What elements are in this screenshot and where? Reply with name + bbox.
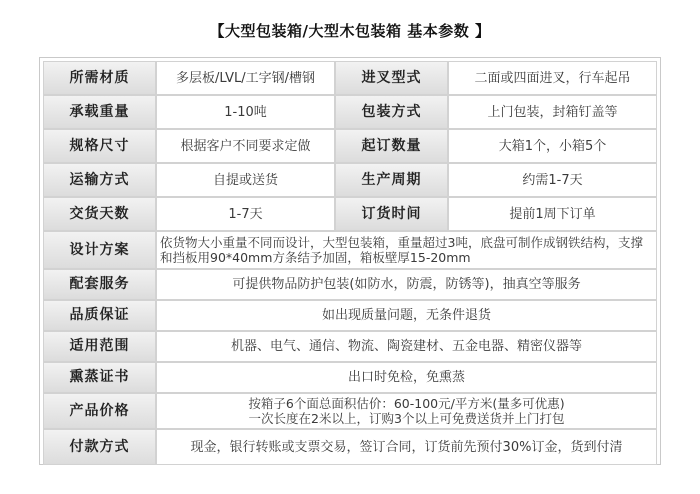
- table-row: [43, 61, 657, 95]
- table-row: [43, 362, 657, 393]
- price-line-2: 一次长度在2米以上，订购3个以上可免费送货并上门打包: [248, 411, 565, 426]
- table-row: [43, 163, 657, 197]
- value-material: 多层板/LVL/工字钢/槽钢: [156, 61, 335, 95]
- table-row: [43, 95, 657, 129]
- label-delivery-days: 交货天数: [43, 197, 156, 231]
- table-row: [43, 429, 657, 465]
- label-fork-entry: 进叉型式: [335, 61, 448, 95]
- label-order-time: 订货时间: [335, 197, 448, 231]
- label-scope: 适用范围: [43, 331, 156, 362]
- price-line-1: 按箱子6个面总面积估价：60-100元/平方米(量多可优惠): [248, 396, 565, 411]
- value-design: 依货物大小重量不同而设计，大型包装箱，重量超过3吨，底盘可制作成钢铁结构，支撑和挡板用90*40mm方条结予加固，箱板壁厚15-20mm: [156, 231, 657, 269]
- parameter-table-frame: [39, 57, 661, 465]
- label-load-weight: 承载重量: [43, 95, 156, 129]
- value-fumigation: 出口时免检，免熏蒸: [156, 362, 657, 393]
- table-row: [43, 331, 657, 362]
- value-transport: 自提或送货: [156, 163, 335, 197]
- value-quality: 如出现质量问题，无条件退货: [156, 300, 657, 331]
- table-row: [43, 129, 657, 163]
- table-row: [43, 269, 657, 300]
- label-material: 所需材质: [43, 61, 156, 95]
- value-price: [156, 393, 657, 429]
- value-load-weight: 1-10吨: [156, 95, 335, 129]
- value-production-cycle: 约需1-7天: [448, 163, 657, 197]
- value-order-time: 提前1周下订单: [448, 197, 657, 231]
- value-dimensions: 根据客户不同要求定做: [156, 129, 335, 163]
- value-payment: 现金，银行转账或支票交易，签订合同，订货前先预付30%订金，货到付清: [156, 429, 657, 465]
- label-fumigation: 熏蒸证书: [43, 362, 156, 393]
- label-services: 配套服务: [43, 269, 156, 300]
- label-transport: 运输方式: [43, 163, 156, 197]
- parameter-table: [43, 61, 657, 465]
- value-min-order: 大箱1个，小箱5个: [448, 129, 657, 163]
- label-price: 产品价格: [43, 393, 156, 429]
- value-services: 可提供物品防护包装(如防水，防震，防锈等)，抽真空等服务: [156, 269, 657, 300]
- label-dimensions: 规格尺寸: [43, 129, 156, 163]
- label-quality: 品质保证: [43, 300, 156, 331]
- table-row: [43, 300, 657, 331]
- label-packing-method: 包装方式: [335, 95, 448, 129]
- label-design: 设计方案: [43, 231, 156, 269]
- value-packing-method: 上门包装，封箱钉盖等: [448, 95, 657, 129]
- value-delivery-days: 1-7天: [156, 197, 335, 231]
- page-title: 【大型包装箱/大型木包装箱 基本参数 】: [209, 22, 491, 40]
- value-fork-entry: 二面或四面进叉，行车起吊: [448, 61, 657, 95]
- table-row: [43, 197, 657, 231]
- table-row: [43, 231, 657, 269]
- label-min-order: 起订数量: [335, 129, 448, 163]
- label-production-cycle: 生产周期: [335, 163, 448, 197]
- table-row: [43, 393, 657, 429]
- label-payment: 付款方式: [43, 429, 156, 465]
- value-scope: 机器、电气、通信、物流、陶瓷建材、五金电器、精密仪器等: [156, 331, 657, 362]
